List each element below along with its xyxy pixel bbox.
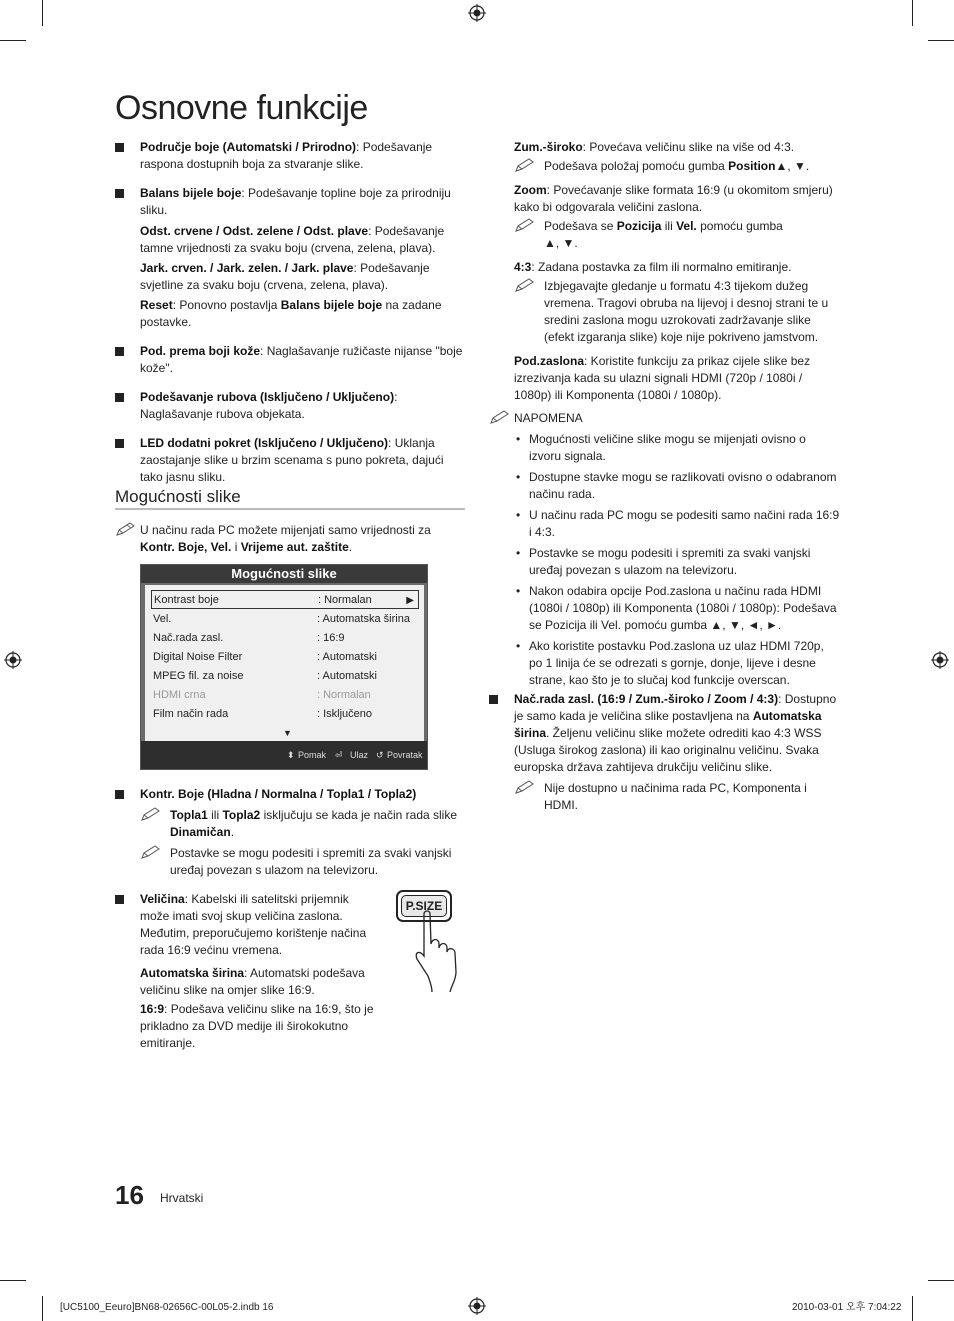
format-43-item: 4:3: Zadana postavka za film ili normalno emitiranje. (514, 260, 792, 274)
sub-item: Reset: Ponovno postavlja Balans bijele boje na zadane postavke. (140, 298, 442, 329)
osd-row-hdmi-crna: HDMI crna : Normalan (153, 689, 371, 701)
list-item: • Nakon odabira opcije Pod.zaslona u načinu rada HDMI (1080i / 1080p) ili Komponenta (1080i / 1080p): Podešava se Pozicija ili Vel. pomoću gumba ▲, ▼, ◄, ►. (516, 584, 837, 632)
sub-item: Automatska širina: Automatski podešava veličinu slike na omjer slike 16:9. (140, 966, 365, 997)
pencil-note-icon (514, 157, 536, 173)
psize-remote-illustration (396, 890, 468, 994)
footer-return-label: Povratak (387, 750, 423, 760)
section-title: Mogućnosti slike (115, 487, 241, 506)
date-info: 2010-03-01 오후 7:04:22 (792, 1302, 902, 1313)
page-number: 16 (115, 1180, 144, 1210)
balans-sub-list (115, 223, 465, 331)
left-column-top (115, 139, 465, 498)
return-icon: ↺ (376, 750, 384, 760)
scroll-down-icon[interactable]: ▼ (283, 728, 292, 738)
crop-mark (0, 40, 26, 41)
osd-menu-body (145, 585, 424, 741)
crop-mark (912, 1296, 913, 1321)
picture-options-osd (140, 564, 428, 770)
sub-item: 16:9: Podešava veličinu slike na 16:9, što je prikladno za DVD medije ili širokokutno emitiranje. (140, 1002, 374, 1050)
list-item: Podešavanje rubova (Isključeno / Uključeno): Naglašavanje rubova objekata. (115, 389, 465, 423)
list-item: Balans bijele boje: Podešavanje topline boje za prirodniju sliku. (115, 185, 465, 219)
list-item: • Ako koristite postavku Pod.zaslona uz ulaz HDMI 720p, po 1 linija će se odrezati s gornje, donje, lijeve i desne strane, kao što je to slučaj kod funkcije overscan. (516, 639, 824, 687)
osd-row-kontrast-boje[interactable]: Kontrast boje : Normalan ▶ (151, 590, 419, 609)
pencil-note-icon (514, 277, 536, 293)
footer-move-label: Pomak (298, 750, 327, 760)
crop-mark (42, 0, 43, 26)
hand-pointer-icon (414, 910, 468, 994)
registration-mark-icon (468, 4, 486, 22)
pencil-note-icon (140, 844, 162, 860)
pencil-note-icon (140, 806, 162, 822)
osd-row-digital-noise-filter[interactable]: Digital Noise Filter : Automatski (153, 651, 377, 663)
nacin-rada-section (489, 691, 839, 818)
crop-mark (928, 1280, 954, 1281)
list-item: Nač.rada zasl. (16:9 / Zum.-široko / Zoom / 4:3): Dostupno je samo kada je veličina slike postavljena na Automatska širina. Željenu veličinu slike možete odrediti kao 4:3 WSS (Usluga širokog zaslona) ili kao originalnu veličinu. Svaka europska država zahtijeva drukčiju veličinu slike. (489, 691, 839, 776)
osd-footer (141, 741, 427, 769)
pod-zaslona-item: Pod.zaslona: Koristite funkciju za prikaz cijele slike bez izrezivanja kada su ulazni signali HDMI (720p / 1080i / 1080p) ili Komponenta (1080i / 1080p). (514, 354, 811, 402)
file-info: [UC5100_Eeuro]BN68-02656C-00L05-2.indb 16 (60, 1302, 274, 1313)
note-item: Topla1 ili Topla2 isključuju se kada je način rada slike Dinamičan. (140, 807, 465, 841)
osd-row-nacin-rada-zaslona[interactable]: Nač.rada zasl. : 16:9 (153, 632, 345, 644)
pencil-note-icon (514, 217, 536, 233)
note-item: Podešava se Pozicija ili Vel. pomoću gumba ▲, ▼. (514, 218, 784, 252)
crop-mark (928, 40, 954, 41)
footer-enter-label: Ulaz (350, 750, 369, 760)
footer-language: Hrvatski (160, 1191, 204, 1205)
napomena-header: NAPOMENA (489, 410, 840, 427)
registration-mark-icon (4, 651, 22, 669)
crop-mark (912, 0, 913, 26)
registration-mark-icon (468, 1297, 486, 1315)
psize-label: P.SIZE (401, 895, 447, 917)
zum-siroko-item: Zum.-široko: Povećava veličinu slike na više od 4:3. (514, 140, 795, 154)
section-note: U načinu rada PC možete mijenjati samo vrijednosti za Kontr. Boje, Vel. i Vrijeme aut. zaštite. (115, 522, 465, 560)
zoom-item: Zoom: Povećavanje slike formata 16:9 (u okomitom smjeru) kako bi odgovarala veličini zaslona. (514, 183, 833, 214)
list-item: • Dostupne stavke mogu se razlikovati ovisno o odabranom načinu rada. (516, 470, 837, 501)
pencil-note-icon (115, 521, 137, 537)
sub-item: Odst. crvene / Odst. zelene / Odst. plave: Podešavanje tamne vrijednosti za svaku boju (crvena, zelena, plava). (140, 224, 445, 255)
list-item: LED dodatni pokret (Isključeno / Uključeno): Uklanja zaostajanje slike u brzim scenama s puno pokreta, dajući tako jasnu sliku. (115, 435, 465, 486)
note-item: Podešava položaj pomoću gumba Position▲, ▼. (514, 158, 840, 175)
registration-mark-icon (931, 651, 949, 669)
list-item: Kontr. Boje (Hladna / Normalna / Topla1 / Topla2) (115, 786, 465, 803)
arrow-right-icon: ▶ (406, 595, 414, 606)
section-divider (115, 508, 465, 510)
list-item: • U načinu rada PC mogu se podesiti samo načini rada 16:9 i 4:3. (516, 508, 840, 539)
list-item: • Mogućnosti veličine slike mogu se mijenjati ovisno o izvoru signala. (516, 432, 806, 463)
osd-row-vel[interactable]: Vel. : Automatska širina (153, 613, 410, 625)
crop-mark (0, 1280, 26, 1281)
osd-title: Mogućnosti slike (141, 565, 427, 583)
list-item: Pod. prema boji kože: Naglašavanje ružičaste nijanse "boje kože". (115, 343, 465, 377)
note-item: Postavke se mogu podesiti i spremiti za svaki vanjski uređaj povezan s ulazom na televizoru. (140, 845, 465, 879)
enter-icon: ⏎ (335, 750, 343, 760)
list-item: Veličina: Kabelski ili satelitski prijemnik može imati svoj skup veličina zaslona. Međutim, preporučujemo korištenje načina rada 16:9 većinu vremena. (115, 891, 377, 959)
osd-row-film-nacin-rada[interactable]: Film način rada : Isključeno (153, 708, 373, 720)
right-column (514, 139, 840, 701)
list-item: Područje boje (Automatski / Prirodno): Podešavanje raspona dostupnih boja za stvaranje slike. (115, 139, 465, 173)
note-item: Izbjegavajte gledanje u formatu 4:3 tijekom dužeg vremena. Tragovi obruba na lijevoj i desnoj strani te u sredini zaslona mogu uzrokovati zadržavanje slike (efekt izgaranja slike) koje nije pokriveno jamstvom. (514, 278, 840, 346)
sub-item: Jark. crven. / Jark. zelen. / Jark. plave: Podešavanje svjetline za svaku boju (crvena, zelena, plava). (140, 261, 430, 292)
pencil-note-icon (514, 779, 536, 795)
note-item: Nije dostupno u načinima rada PC, Komponenta i HDMI. (514, 780, 839, 814)
pencil-note-icon (489, 409, 511, 425)
osd-row-mpeg-noise[interactable]: MPEG fil. za noise : Automatski (153, 670, 377, 682)
crop-mark (42, 1296, 43, 1321)
list-item: • Postavke se mogu podesiti i spremiti za svaki vanjski uređaj povezan s ulazom na televizoru. (516, 546, 811, 577)
move-icon: ⬍ (287, 750, 295, 760)
napomena-list (514, 431, 840, 689)
page-title: Osnovne funkcije (115, 89, 368, 127)
